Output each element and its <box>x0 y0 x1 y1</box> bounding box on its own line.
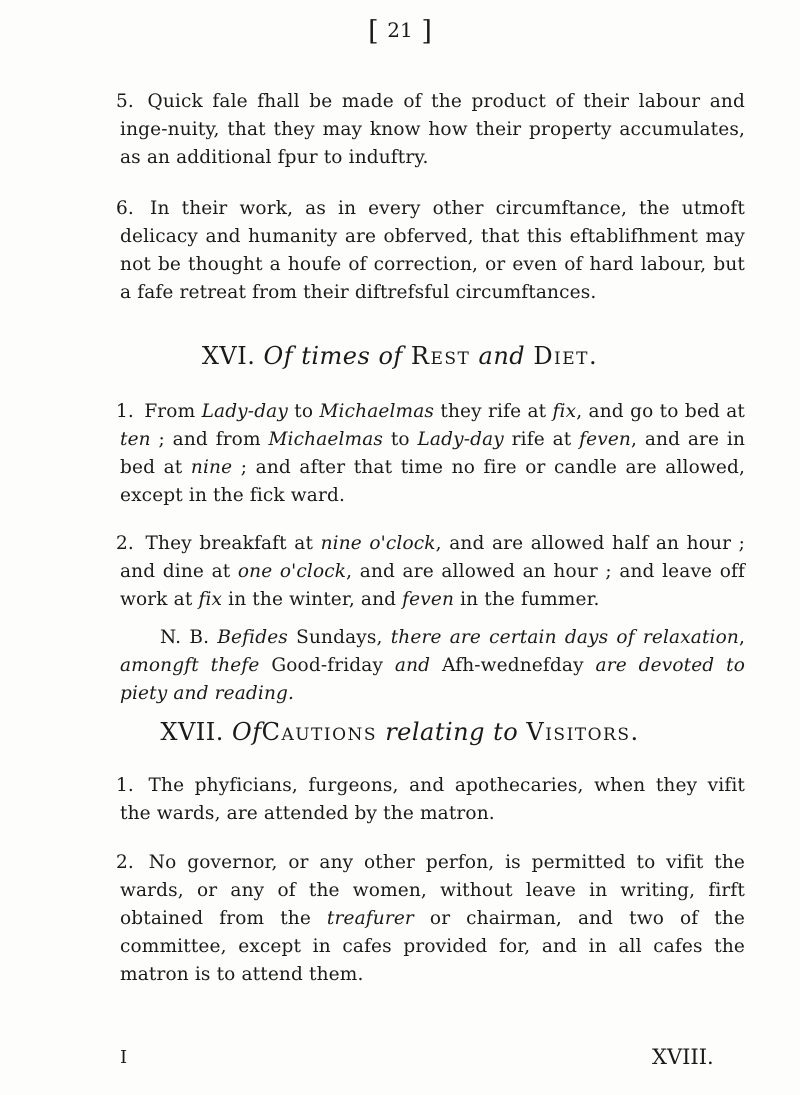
paragraph-5: 5. Quick fale fhall be made of the product of their labour and inge-nuity, that they may know how their property accumulates, as an additional fpur to induftry. <box>116 91 745 168</box>
signature-mark: I <box>120 1047 128 1068</box>
section-xvii-item-1: 1. The phyficians, furgeons, and apothecaries, when they vifit the wards, are attended by the matron. <box>116 775 745 824</box>
section-heading-xvi: XVI. Of times of Rest and Diet. <box>201 342 599 370</box>
section-xvi-item-1: 1. From Lady-day to Michaelmas they rife at fix, and go to bed at ten ; and from Michaelmas to Lady-day rife at feven, and are in bed at nine ; and after that time no fire or candle are allowed, except in the fick ward. <box>116 401 746 506</box>
section-xvi-item-2: 2. They breakfaft at nine o'clock, and are allowed half an hour ; and dine at one o'clock, and are allowed an hour ; and leave off work at fix in the winter, and feven in the fummer. <box>116 533 745 610</box>
nota-bene: N. B. Befides Sundays, there are certain days of relaxation, amongft thefe Good-friday and Afh-wednefday are devoted to piety and reading. <box>120 627 746 704</box>
section-heading-xvii: XVII. OfCautions relating to Visitors. <box>160 718 640 746</box>
page-number: [ 21 ] <box>368 16 432 47</box>
section-xvii-item-2: 2. No governor, or any other perfon, is permitted to vifit the wards, or any of the women, without leave in writing, firft obtained from the treafurer or chairman, and two of the committee, except in cafes provided for, and in all cafes the matron is to attend them. <box>116 852 746 985</box>
paragraph-6: 6. In their work, as in every other circumftance, the utmoft delicacy and humanity are obferved, that this eftablifhment may not be thought a houfe of correction, or even of hard labour, but a fafe retreat from their diftrefsful circumftances. <box>116 198 746 303</box>
catchword: XVIII. <box>652 1045 714 1069</box>
